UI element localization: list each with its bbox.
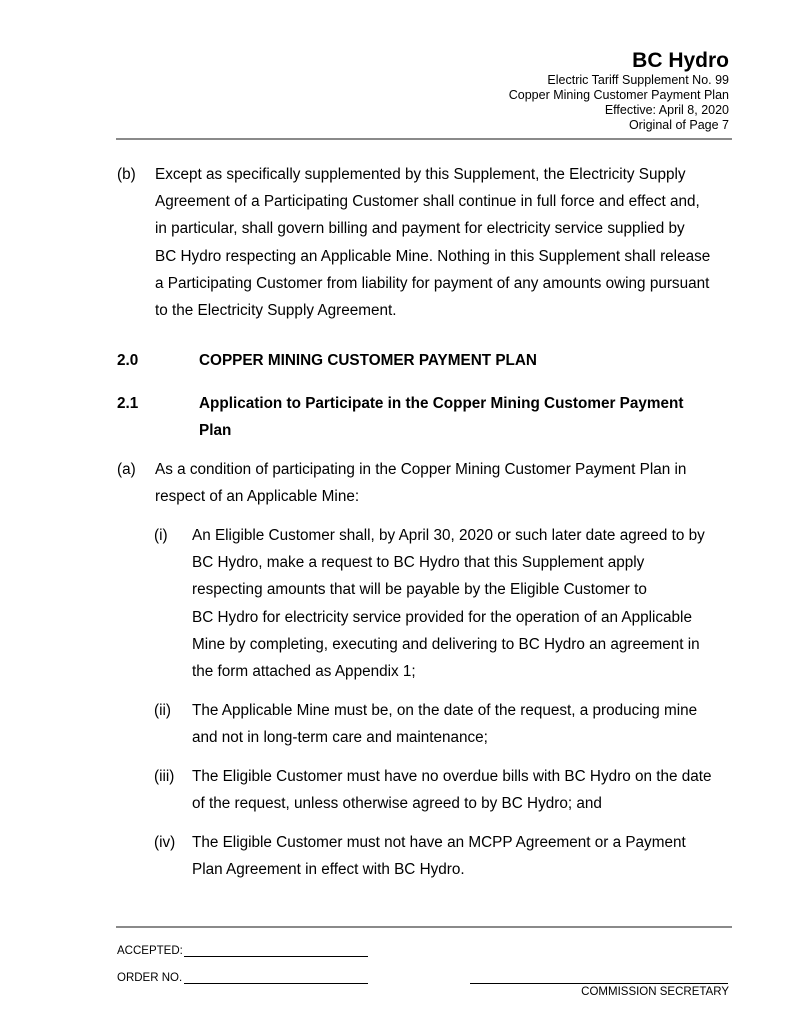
page-number: Original of Page 7 bbox=[628, 118, 729, 132]
para-a-line: respect of an Applicable Mine: bbox=[155, 488, 360, 506]
para-a-line: As a condition of participating in the Copper Mining Customer Payment Plan in bbox=[155, 461, 687, 478]
item-line: BC Hydro for electricity service provided for the operation of an Applicable bbox=[192, 608, 692, 626]
tariff-supplement-number: Electric Tariff Supplement No. 99 bbox=[547, 73, 729, 87]
effective-date: Effective: April 8, 2020 bbox=[604, 103, 729, 117]
item-line: respecting amounts that will be payable by the Eligible Customer to bbox=[192, 581, 647, 599]
header-divider bbox=[116, 138, 732, 140]
item-line: the form attached as Appendix 1; bbox=[192, 663, 416, 681]
para-b-line: Agreement of a Participating Customer shall continue in full force and effect and, bbox=[155, 193, 700, 211]
para-a-text bbox=[155, 456, 686, 510]
para-b-line: a Participating Customer from liability for payment of any amounts owing pursuant bbox=[155, 274, 710, 292]
commission-secretary-signature-line bbox=[470, 983, 728, 984]
section-2-1-title-line: Application to Participate in the Copper Mining Customer Payment bbox=[199, 395, 684, 412]
item-iii-label: (iii) bbox=[154, 768, 175, 785]
item-i-label: (i) bbox=[154, 527, 168, 544]
accepted-label: ACCEPTED: bbox=[117, 945, 183, 957]
order-number-label: ORDER NO. bbox=[117, 972, 183, 984]
item-line: The Applicable Mine must be, on the date of the request, a producing mine bbox=[192, 702, 698, 719]
item-line: Mine by completing, executing and delivering to BC Hydro an agreement in bbox=[192, 635, 700, 653]
section-2-0-title: COPPER MINING CUSTOMER PAYMENT PLAN bbox=[199, 352, 537, 369]
item-i-text bbox=[192, 522, 705, 685]
item-line: An Eligible Customer shall, by April 30, 2020 or such later date agreed to by bbox=[192, 527, 705, 544]
section-2-1-number: 2.1 bbox=[117, 395, 139, 412]
item-iv-label: (iv) bbox=[154, 834, 176, 851]
section-2-0-number: 2.0 bbox=[117, 352, 139, 369]
section-2-1-title-line: Plan bbox=[199, 422, 232, 439]
item-ii-label: (ii) bbox=[154, 702, 171, 719]
para-a-label: (a) bbox=[117, 461, 136, 478]
item-line: The Eligible Customer must not have an MCPP Agreement or a Payment bbox=[192, 834, 686, 851]
commission-secretary-label: COMMISSION SECRETARY bbox=[581, 986, 729, 998]
para-b-line: Except as specifically supplemented by this Supplement, the Electricity Supply bbox=[155, 166, 686, 183]
company-name: BC Hydro bbox=[632, 49, 729, 72]
para-b-line: BC Hydro respecting an Applicable Mine. Nothing in this Supplement shall release bbox=[155, 247, 711, 265]
section-2-1-title bbox=[199, 390, 683, 444]
item-line: and not in long-term care and maintenance; bbox=[192, 729, 488, 747]
item-line: BC Hydro, make a request to BC Hydro that this Supplement apply bbox=[192, 554, 645, 572]
para-b-text bbox=[155, 161, 710, 324]
item-iii-text bbox=[192, 763, 712, 817]
item-ii-text bbox=[192, 697, 697, 751]
para-b-label: (b) bbox=[117, 166, 136, 183]
footer-divider bbox=[116, 926, 732, 928]
item-line: of the request, unless otherwise agreed to by BC Hydro; and bbox=[192, 795, 602, 813]
para-b-line: to the Electricity Supply Agreement. bbox=[155, 302, 397, 320]
page-header bbox=[509, 49, 729, 133]
para-b-line: in particular, shall govern billing and payment for electricity service supplied by bbox=[155, 220, 685, 238]
accepted-signature-line bbox=[184, 956, 368, 957]
plan-title: Copper Mining Customer Payment Plan bbox=[508, 88, 729, 102]
order-number-line bbox=[184, 983, 368, 984]
item-iv-text bbox=[192, 829, 686, 883]
item-line: The Eligible Customer must have no overdue bills with BC Hydro on the date bbox=[192, 768, 712, 785]
item-line: Plan Agreement in effect with BC Hydro. bbox=[192, 861, 465, 879]
